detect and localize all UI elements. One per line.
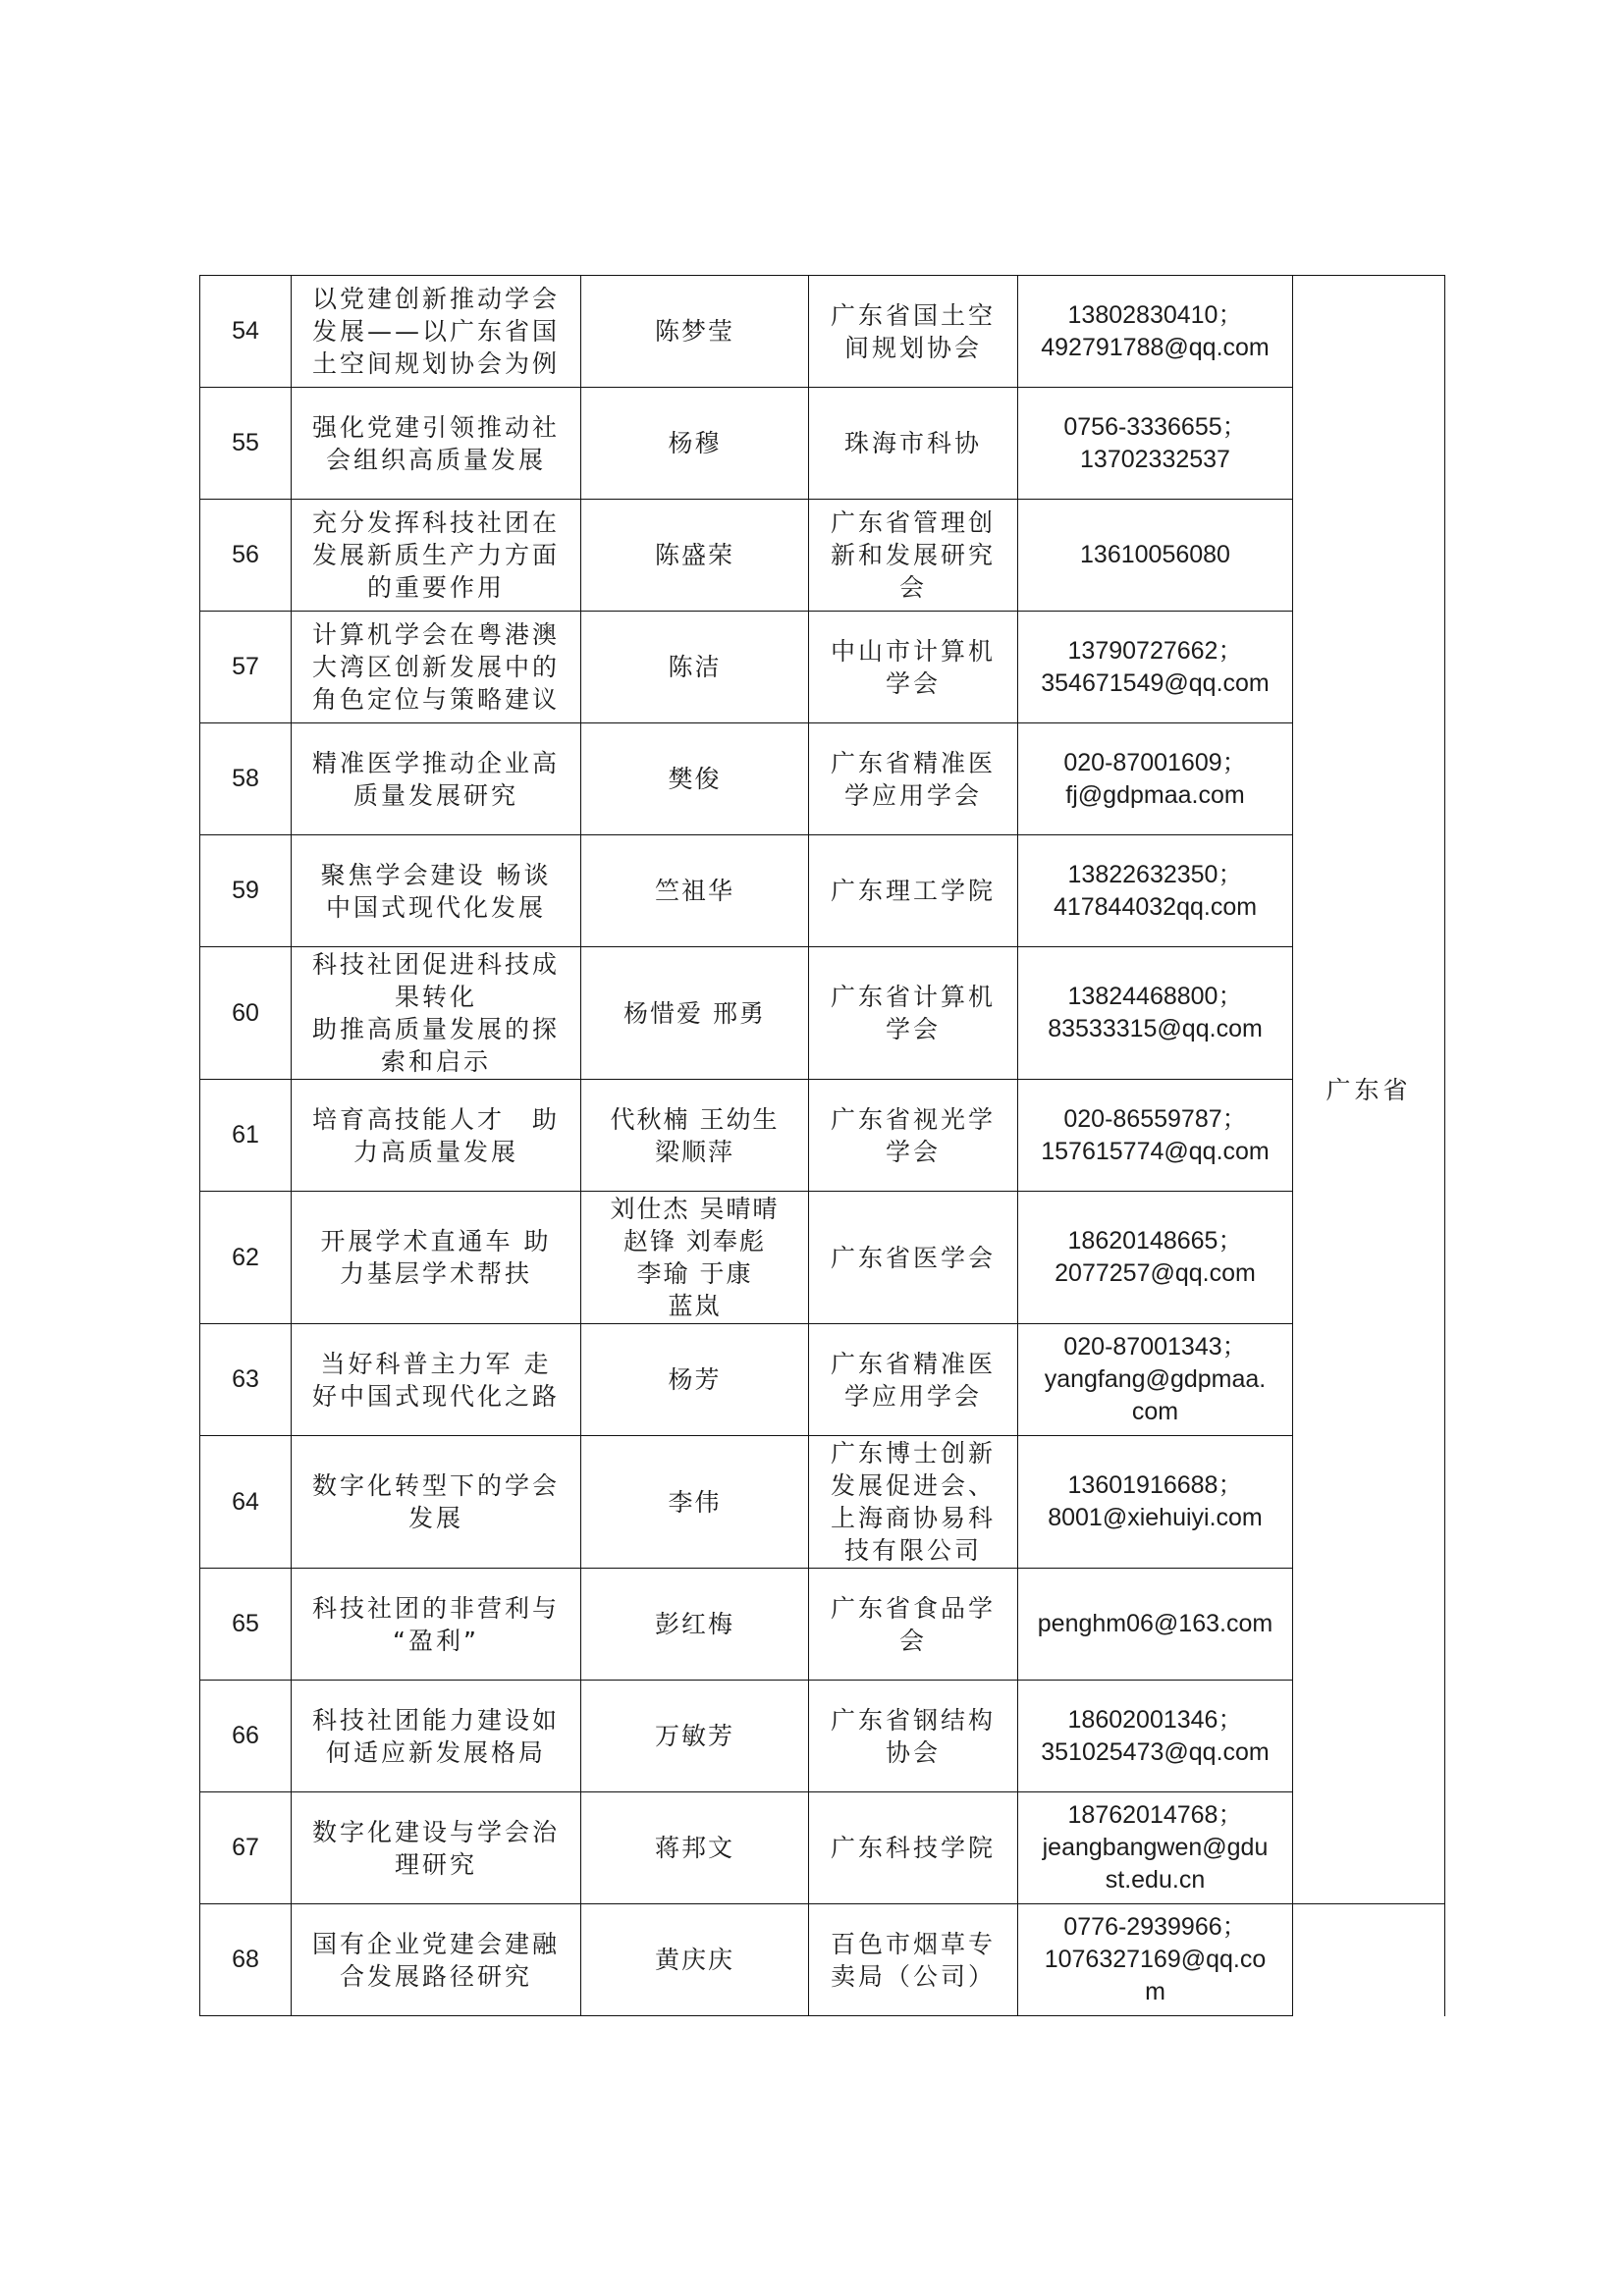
table-row: [200, 500, 1445, 612]
cell-contact: penghm06@163.com: [1018, 1569, 1293, 1681]
paper-list-table: [199, 275, 1445, 2016]
cell-organization: 广东省计算机 学会: [809, 947, 1018, 1080]
cell-contact: 0776-2939966； 1076327169@qq.co m: [1018, 1904, 1293, 2016]
table-row: [200, 1792, 1445, 1904]
cell-contact: 13824468800； 83533315@qq.com: [1018, 947, 1293, 1080]
cell-title: 开展学术直通车 助 力基层学术帮扶: [292, 1192, 581, 1324]
cell-title: 当好科普主力军 走 好中国式现代化之路: [292, 1324, 581, 1436]
table-row: [200, 1080, 1445, 1192]
cell-number: 58: [200, 723, 292, 835]
cell-organization: 广东科技学院: [809, 1792, 1018, 1904]
cell-organization: 珠海市科协: [809, 388, 1018, 500]
table-row: [200, 835, 1445, 947]
cell-title: 聚焦学会建设 畅谈 中国式现代化发展: [292, 835, 581, 947]
cell-number: 64: [200, 1436, 292, 1569]
cell-title: 以党建创新推动学会 发展——以广东省国 土空间规划协会为例: [292, 276, 581, 388]
cell-number: 57: [200, 612, 292, 723]
cell-title: 科技社团促进科技成 果转化 助推高质量发展的探 索和启示: [292, 947, 581, 1080]
cell-contact: 13610056080: [1018, 500, 1293, 612]
cell-number: 63: [200, 1324, 292, 1436]
cell-author: 彭红梅: [581, 1569, 809, 1681]
cell-author: 杨惜爱 邢勇: [581, 947, 809, 1080]
cell-organization: 广东省精准医 学应用学会: [809, 1324, 1018, 1436]
cell-title: 数字化转型下的学会 发展: [292, 1436, 581, 1569]
cell-organization: 广东理工学院: [809, 835, 1018, 947]
cell-contact: 020-87001343； yangfang@gdpmaa. com: [1018, 1324, 1293, 1436]
cell-organization: 广东省医学会: [809, 1192, 1018, 1324]
table-row: [200, 388, 1445, 500]
cell-author: 陈梦莹: [581, 276, 809, 388]
cell-contact: 18620148665； 2077257@qq.com: [1018, 1192, 1293, 1324]
cell-organization: 广东省国土空 间规划协会: [809, 276, 1018, 388]
cell-title: 培育高技能人才 助 力高质量发展: [292, 1080, 581, 1192]
cell-author: 刘仕杰 吴晴晴 赵锋 刘奉彪 李瑜 于康 蓝岚: [581, 1192, 809, 1324]
cell-contact: 020-87001609； fj@gdpmaa.com: [1018, 723, 1293, 835]
cell-author: 李伟: [581, 1436, 809, 1569]
table-row: [200, 612, 1445, 723]
cell-author: 杨穆: [581, 388, 809, 500]
cell-author: 蒋邦文: [581, 1792, 809, 1904]
cell-number: 61: [200, 1080, 292, 1192]
cell-number: 65: [200, 1569, 292, 1681]
table-row: [200, 1324, 1445, 1436]
cell-author: 陈盛荣: [581, 500, 809, 612]
cell-author: 樊俊: [581, 723, 809, 835]
cell-title: 精准医学推动企业高 质量发展研究: [292, 723, 581, 835]
cell-contact: 0756-3336655； 13702332537: [1018, 388, 1293, 500]
table-row: [200, 1436, 1445, 1569]
cell-contact: 13822632350； 417844032qq.com: [1018, 835, 1293, 947]
cell-number: 60: [200, 947, 292, 1080]
cell-title: 国有企业党建会建融 合发展路径研究: [292, 1904, 581, 2016]
cell-number: 68: [200, 1904, 292, 2016]
cell-author: 万敏芳: [581, 1681, 809, 1792]
cell-number: 55: [200, 388, 292, 500]
cell-author: 竺祖华: [581, 835, 809, 947]
cell-author: 代秋楠 王幼生 梁顺萍: [581, 1080, 809, 1192]
cell-title: 计算机学会在粤港澳 大湾区创新发展中的 角色定位与策略建议: [292, 612, 581, 723]
cell-contact: 18762014768； jeangbangwen@gdu st.edu.cn: [1018, 1792, 1293, 1904]
cell-organization: 广东省精准医 学应用学会: [809, 723, 1018, 835]
table-row: [200, 1192, 1445, 1324]
cell-number: 54: [200, 276, 292, 388]
cell-title: 科技社团能力建设如 何适应新发展格局: [292, 1681, 581, 1792]
table-row: [200, 1681, 1445, 1792]
cell-contact: 13802830410； 492791788@qq.com: [1018, 276, 1293, 388]
cell-number: 56: [200, 500, 292, 612]
cell-title: 充分发挥科技社团在 发展新质生产力方面 的重要作用: [292, 500, 581, 612]
table-row: [200, 1904, 1445, 2016]
cell-contact: 13601916688； 8001@xiehuiyi.com: [1018, 1436, 1293, 1569]
cell-organization: 广东省视光学 学会: [809, 1080, 1018, 1192]
cell-author: 黄庆庆: [581, 1904, 809, 2016]
cell-region: [1293, 1904, 1445, 2016]
cell-organization: 广东省食品学 会: [809, 1569, 1018, 1681]
cell-contact: 18602001346； 351025473@qq.com: [1018, 1681, 1293, 1792]
cell-number: 62: [200, 1192, 292, 1324]
table-row: [200, 947, 1445, 1080]
cell-title: 数字化建设与学会治 理研究: [292, 1792, 581, 1904]
cell-organization: 广东博士创新 发展促进会、 上海商协易科 技有限公司: [809, 1436, 1018, 1569]
cell-contact: 020-86559787； 157615774@qq.com: [1018, 1080, 1293, 1192]
cell-title: 强化党建引领推动社 会组织高质量发展: [292, 388, 581, 500]
cell-contact: 13790727662； 354671549@qq.com: [1018, 612, 1293, 723]
cell-number: 67: [200, 1792, 292, 1904]
table-row: [200, 723, 1445, 835]
cell-organization: 百色市烟草专 卖局（公司）: [809, 1904, 1018, 2016]
table-row: [200, 276, 1445, 388]
cell-organization: 中山市计算机 学会: [809, 612, 1018, 723]
cell-title: 科技社团的非营利与 “盈利”: [292, 1569, 581, 1681]
cell-author: 杨芳: [581, 1324, 809, 1436]
table-row: [200, 1569, 1445, 1681]
table-body: [200, 276, 1445, 2016]
cell-region: 广东省: [1293, 276, 1445, 1904]
cell-number: 59: [200, 835, 292, 947]
cell-organization: 广东省钢结构 协会: [809, 1681, 1018, 1792]
cell-organization: 广东省管理创 新和发展研究 会: [809, 500, 1018, 612]
cell-number: 66: [200, 1681, 292, 1792]
cell-author: 陈洁: [581, 612, 809, 723]
